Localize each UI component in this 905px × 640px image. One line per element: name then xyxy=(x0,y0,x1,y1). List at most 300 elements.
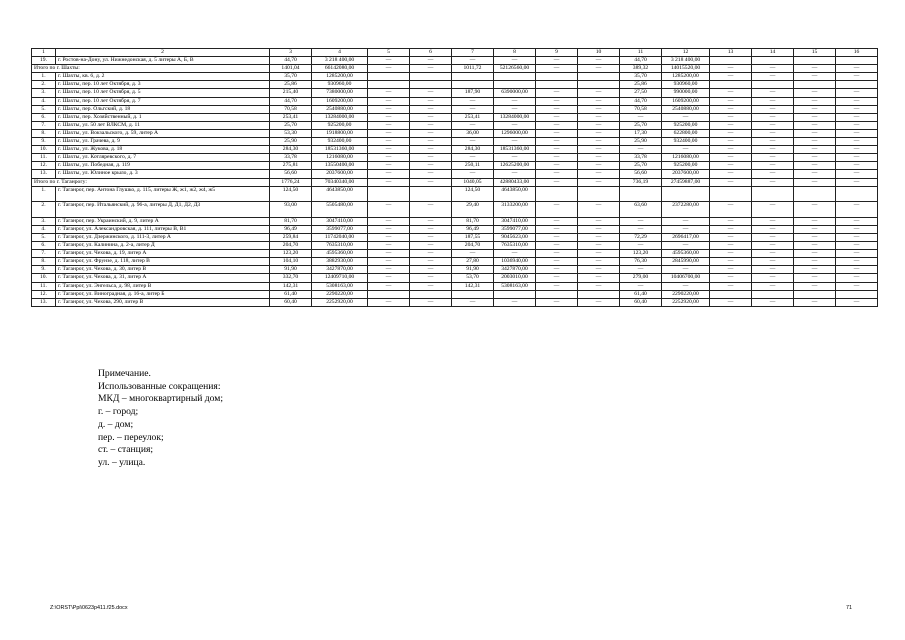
table-row xyxy=(32,186,878,202)
value-cell: — xyxy=(410,154,452,162)
value-cell: — xyxy=(836,113,878,121)
header-cell: 8 xyxy=(494,49,536,57)
value-cell: 215,40 xyxy=(270,89,312,97)
value-cell: — xyxy=(536,89,578,97)
value-cell xyxy=(452,290,494,298)
value-cell: — xyxy=(752,73,794,81)
row-number: 3. xyxy=(32,89,56,97)
value-cell: — xyxy=(578,129,620,137)
value-cell: — xyxy=(368,233,410,241)
notes-line: г. – город; xyxy=(98,406,139,418)
value-cell: 13284000,00 xyxy=(494,113,536,121)
value-cell: — xyxy=(752,105,794,113)
value-cell: — xyxy=(794,138,836,146)
value-cell: — xyxy=(410,258,452,266)
value-cell: 6390000,00 xyxy=(494,89,536,97)
address-cell: г. Шахты, ул. 50 лет ВЛКСМ, д. 11 xyxy=(56,121,270,129)
table-row xyxy=(32,73,878,81)
header-cell: 5 xyxy=(368,49,410,57)
value-cell: 1216080,00 xyxy=(312,154,368,162)
table-row xyxy=(32,298,878,306)
value-cell: 4643850,00 xyxy=(494,186,536,202)
row-number: 12. xyxy=(32,290,56,298)
address-cell: г. Шахты, пер. Ольгский, д. 18 xyxy=(56,105,270,113)
value-cell: 44,70 xyxy=(620,97,662,105)
value-cell: — xyxy=(368,202,410,218)
value-cell xyxy=(710,81,752,89)
row-number: 8. xyxy=(32,258,56,266)
value-cell xyxy=(536,186,578,202)
table-total-row xyxy=(32,65,878,73)
value-cell: 5308163,00 xyxy=(312,282,368,290)
address-cell: г. Шахты, ул. Котляревского, д. 7 xyxy=(56,154,270,162)
value-cell: — xyxy=(368,242,410,250)
value-cell: — xyxy=(410,217,452,225)
header-cell: 11 xyxy=(620,49,662,57)
address-cell: г. Таганрог, ул. Дзержинского, д. 111-3, литер А xyxy=(56,233,270,241)
header-cell: 1 xyxy=(32,49,56,57)
value-cell: — xyxy=(410,57,452,65)
value-cell: — xyxy=(794,282,836,290)
address-cell: г. Таганрог, ул. Фрунзе, д. 118, литер В xyxy=(56,258,270,266)
value-cell: — xyxy=(710,202,752,218)
row-number: 5. xyxy=(32,105,56,113)
value-cell: — xyxy=(836,266,878,274)
value-cell: — xyxy=(410,89,452,97)
row-number: 1. xyxy=(32,73,56,81)
value-cell: — xyxy=(536,202,578,218)
value-cell: — xyxy=(794,146,836,154)
value-cell: — xyxy=(836,162,878,170)
total-cell: — xyxy=(752,65,794,73)
header-cell: 12 xyxy=(662,49,710,57)
total-cell: — xyxy=(794,178,836,186)
value-cell: 2252920,00 xyxy=(662,298,710,306)
value-cell: — xyxy=(836,138,878,146)
footer-file-path: Z:\ORST\Ppi\0623p411.f25.docx xyxy=(50,605,128,611)
value-cell: 36,00 xyxy=(452,129,494,137)
value-cell xyxy=(752,57,794,65)
value-cell: 53,70 xyxy=(452,274,494,282)
table-row xyxy=(32,97,878,105)
value-cell: — xyxy=(536,105,578,113)
value-cell: — xyxy=(710,274,752,282)
value-cell: — xyxy=(794,113,836,121)
address-cell: г. Таганрог, ул. Виноградная, д. 16-а, литер Б xyxy=(56,290,270,298)
value-cell: — xyxy=(368,274,410,282)
footer-page-number: 71 xyxy=(846,605,852,611)
value-cell: 3599077,00 xyxy=(494,225,536,233)
value-cell: — xyxy=(578,298,620,306)
value-cell: — xyxy=(836,129,878,137)
value-cell: — xyxy=(710,242,752,250)
value-cell: — xyxy=(794,233,836,241)
value-cell: — xyxy=(836,105,878,113)
value-cell: — xyxy=(494,57,536,65)
value-cell xyxy=(836,186,878,202)
row-number: 13. xyxy=(32,170,56,178)
value-cell: — xyxy=(710,73,752,81)
total-cell: — xyxy=(710,65,752,73)
header-cell: 9 xyxy=(536,49,578,57)
value-cell: — xyxy=(410,282,452,290)
value-cell: 27,80 xyxy=(452,258,494,266)
value-cell xyxy=(452,81,494,89)
value-cell: — xyxy=(710,225,752,233)
value-cell: 925200,00 xyxy=(312,121,368,129)
total-cell: 14015520,00 xyxy=(662,65,710,73)
value-cell: 96,49 xyxy=(452,225,494,233)
value-cell: — xyxy=(368,138,410,146)
address-cell: г. Шахты, пер. 10 лет Октября, д. 5 xyxy=(56,89,270,97)
row-number: 2. xyxy=(32,81,56,89)
value-cell: — xyxy=(410,138,452,146)
value-cell: — xyxy=(710,154,752,162)
value-cell: — xyxy=(536,258,578,266)
value-cell: 25,86 xyxy=(270,81,312,89)
row-number: 7. xyxy=(32,121,56,129)
value-cell: 10406700,00 xyxy=(662,274,710,282)
value-cell: — xyxy=(368,121,410,129)
value-cell xyxy=(836,290,878,298)
value-cell: — xyxy=(578,146,620,154)
value-cell: — xyxy=(620,217,662,225)
value-cell: 25,70 xyxy=(270,121,312,129)
value-cell: 44,70 xyxy=(270,57,312,65)
value-cell: 332,70 xyxy=(270,274,312,282)
value-cell: — xyxy=(452,138,494,146)
value-cell: — xyxy=(836,233,878,241)
table-row xyxy=(32,170,878,178)
value-cell: 25,90 xyxy=(620,138,662,146)
address-cell: г. Шахты, ул. Грачева, д. 9 xyxy=(56,138,270,146)
address-cell: г. Шахты, пер. 10 лет Октября, д. 7 xyxy=(56,97,270,105)
value-cell: — xyxy=(410,170,452,178)
value-cell xyxy=(410,81,452,89)
value-cell: — xyxy=(836,73,878,81)
value-cell: 25,70 xyxy=(620,121,662,129)
value-cell: — xyxy=(410,242,452,250)
value-cell xyxy=(836,81,878,89)
value-cell: — xyxy=(410,162,452,170)
table-row xyxy=(32,290,878,298)
value-cell xyxy=(536,290,578,298)
value-cell: — xyxy=(752,282,794,290)
value-cell: — xyxy=(794,258,836,266)
row-number: 9. xyxy=(32,266,56,274)
row-number: 8. xyxy=(32,129,56,137)
value-cell: — xyxy=(578,242,620,250)
total-cell: 389,32 xyxy=(620,65,662,73)
value-cell: — xyxy=(794,121,836,129)
value-cell: — xyxy=(794,225,836,233)
value-cell: — xyxy=(368,57,410,65)
value-cell: 25,90 xyxy=(270,138,312,146)
value-cell: — xyxy=(662,225,710,233)
value-cell: — xyxy=(794,89,836,97)
total-label: Итого по г. Таганрогу: xyxy=(32,178,270,186)
table-row xyxy=(32,233,878,241)
table-row xyxy=(32,162,878,170)
value-cell xyxy=(794,81,836,89)
value-cell: 35,70 xyxy=(620,73,662,81)
value-cell: — xyxy=(662,146,710,154)
value-cell: 2372280,00 xyxy=(662,202,710,218)
value-cell: 70,58 xyxy=(270,105,312,113)
total-cell: 1040,05 xyxy=(452,178,494,186)
value-cell: — xyxy=(578,250,620,258)
value-cell: 275,81 xyxy=(270,162,312,170)
value-cell: 25,70 xyxy=(620,162,662,170)
value-cell: 9045623,00 xyxy=(494,233,536,241)
value-cell: 2290220,00 xyxy=(312,290,368,298)
row-number: 2. xyxy=(32,202,56,218)
value-cell: — xyxy=(836,121,878,129)
value-cell: — xyxy=(794,274,836,282)
value-cell: — xyxy=(752,89,794,97)
row-number: 4. xyxy=(32,225,56,233)
value-cell: — xyxy=(536,138,578,146)
address-cell: г. Шахты, ул. Победная, д. 119 xyxy=(56,162,270,170)
value-cell: 3599077,00 xyxy=(312,225,368,233)
address-cell: г. Ростов-на-Дону, ул. Нижнедонская, д. 5 литеры А, Б, В xyxy=(56,57,270,65)
notes-section xyxy=(98,368,223,470)
value-cell: — xyxy=(794,129,836,137)
value-cell: 1609200,00 xyxy=(312,97,368,105)
value-cell: — xyxy=(836,225,878,233)
value-cell: — xyxy=(794,298,836,306)
value-cell: 53,30 xyxy=(270,129,312,137)
value-cell xyxy=(794,290,836,298)
row-number: 4. xyxy=(32,97,56,105)
value-cell: — xyxy=(410,113,452,121)
value-cell: 142,31 xyxy=(270,282,312,290)
value-cell: — xyxy=(794,170,836,178)
total-cell: — xyxy=(578,178,620,186)
value-cell: — xyxy=(752,266,794,274)
value-cell: 3 218 400,00 xyxy=(312,57,368,65)
value-cell: — xyxy=(410,225,452,233)
value-cell: — xyxy=(536,97,578,105)
value-cell: — xyxy=(536,129,578,137)
total-cell: — xyxy=(368,65,410,73)
value-cell: — xyxy=(710,105,752,113)
value-cell: — xyxy=(410,298,452,306)
value-cell: — xyxy=(710,97,752,105)
value-cell: — xyxy=(752,146,794,154)
value-cell: — xyxy=(752,170,794,178)
value-cell: — xyxy=(368,298,410,306)
address-cell: г. Шахты, пер. Хозяйственный, д. 1 xyxy=(56,113,270,121)
address-cell: г. Таганрог, ул. Александровская, д. 111, литеры В, В1 xyxy=(56,225,270,233)
value-cell: 104,10 xyxy=(270,258,312,266)
address-cell: г. Таганрог, пер. Украинский, д. 9, литер А xyxy=(56,217,270,225)
value-cell: 142,31 xyxy=(452,282,494,290)
value-cell: 63,60 xyxy=(620,202,662,218)
address-cell: г. Шахты, ул. Юлиное крыло, д. 3 xyxy=(56,170,270,178)
header-cell: 13 xyxy=(710,49,752,57)
value-cell xyxy=(494,73,536,81)
value-cell xyxy=(836,57,878,65)
value-cell: 61,40 xyxy=(620,290,662,298)
value-cell: 284,30 xyxy=(452,146,494,154)
value-cell: 7635310,00 xyxy=(312,242,368,250)
value-cell: — xyxy=(410,233,452,241)
header-cell: 2 xyxy=(56,49,270,57)
value-cell: — xyxy=(836,202,878,218)
value-cell: — xyxy=(368,113,410,121)
value-cell: — xyxy=(794,202,836,218)
value-cell: — xyxy=(710,282,752,290)
value-cell: 930960,00 xyxy=(312,81,368,89)
value-cell: 7635310,00 xyxy=(494,242,536,250)
total-cell: — xyxy=(836,178,878,186)
total-cell: — xyxy=(710,178,752,186)
value-cell xyxy=(368,290,410,298)
table-row xyxy=(32,138,878,146)
value-cell: 60,40 xyxy=(620,298,662,306)
value-cell: — xyxy=(452,105,494,113)
value-cell xyxy=(536,73,578,81)
value-cell: 932400,00 xyxy=(312,138,368,146)
data-table xyxy=(31,48,878,307)
value-cell: 60,40 xyxy=(270,298,312,306)
value-cell: — xyxy=(794,266,836,274)
value-cell: 7380000,00 xyxy=(312,89,368,97)
address-cell: г. Таганрог, ул. Чехова, 290, литер В xyxy=(56,298,270,306)
value-cell: — xyxy=(836,298,878,306)
value-cell: 124,50 xyxy=(452,186,494,202)
table-row xyxy=(32,146,878,154)
value-cell: — xyxy=(794,217,836,225)
value-cell: — xyxy=(494,170,536,178)
notes-line: Использованные сокращения: xyxy=(98,380,221,392)
value-cell: — xyxy=(494,121,536,129)
value-cell: 11742040,00 xyxy=(312,233,368,241)
value-cell: — xyxy=(752,162,794,170)
value-cell: — xyxy=(752,129,794,137)
value-cell: 187,90 xyxy=(452,89,494,97)
value-cell: 33,78 xyxy=(620,154,662,162)
value-cell: — xyxy=(578,89,620,97)
value-cell: 17,30 xyxy=(620,129,662,137)
value-cell xyxy=(410,186,452,202)
value-cell xyxy=(410,73,452,81)
value-cell: — xyxy=(410,146,452,154)
value-cell: 622800,00 xyxy=(662,129,710,137)
value-cell: — xyxy=(410,97,452,105)
value-cell: — xyxy=(410,250,452,258)
value-cell: 1216080,00 xyxy=(662,154,710,162)
value-cell: — xyxy=(752,121,794,129)
value-cell: 56,60 xyxy=(270,170,312,178)
value-cell: — xyxy=(752,217,794,225)
value-cell: — xyxy=(368,217,410,225)
value-cell: — xyxy=(410,105,452,113)
value-cell: — xyxy=(794,250,836,258)
value-cell: — xyxy=(794,154,836,162)
table-row xyxy=(32,129,878,137)
value-cell: — xyxy=(410,202,452,218)
table-row xyxy=(32,105,878,113)
row-number: 19. xyxy=(32,57,56,65)
value-cell: 204,70 xyxy=(270,242,312,250)
value-cell: — xyxy=(494,250,536,258)
value-cell: — xyxy=(368,282,410,290)
value-cell: 253,41 xyxy=(270,113,312,121)
table-row xyxy=(32,154,878,162)
row-number: 13. xyxy=(32,298,56,306)
value-cell: — xyxy=(752,242,794,250)
value-cell: — xyxy=(536,242,578,250)
table-row xyxy=(32,57,878,65)
value-cell: 187,55 xyxy=(452,233,494,241)
value-cell xyxy=(494,81,536,89)
value-cell: — xyxy=(578,97,620,105)
total-cell: 52126560,00 xyxy=(494,65,536,73)
value-cell xyxy=(752,290,794,298)
total-cell: 70340340,00 xyxy=(312,178,368,186)
value-cell: — xyxy=(368,250,410,258)
value-cell: — xyxy=(794,242,836,250)
value-cell: 2037600,00 xyxy=(662,170,710,178)
value-cell: 27,50 xyxy=(620,89,662,97)
value-cell: — xyxy=(494,105,536,113)
value-cell: — xyxy=(578,162,620,170)
value-cell: 12409710,00 xyxy=(312,274,368,282)
value-cell: 18531360,00 xyxy=(312,146,368,154)
total-cell: — xyxy=(536,178,578,186)
value-cell: 3882930,00 xyxy=(312,258,368,266)
value-cell: — xyxy=(662,266,710,274)
value-cell: 123,20 xyxy=(620,250,662,258)
value-cell: 990000,00 xyxy=(662,89,710,97)
notes-line: д. – дом; xyxy=(98,418,134,430)
address-cell: г. Шахты, пер. 10 лет Октября, д. 3 xyxy=(56,81,270,89)
value-cell: — xyxy=(836,274,878,282)
address-cell: г. Таганрог, пер. Антона Глушко, д. 115, литеры Ж, ж1, ж2, ж4, ж5 xyxy=(56,186,270,202)
value-cell: — xyxy=(536,250,578,258)
value-cell: — xyxy=(536,282,578,290)
value-cell: — xyxy=(368,89,410,97)
value-cell: — xyxy=(578,225,620,233)
table-row xyxy=(32,242,878,250)
table-row xyxy=(32,81,878,89)
value-cell: 925200,00 xyxy=(662,162,710,170)
value-cell: 925200,00 xyxy=(662,121,710,129)
total-cell: — xyxy=(536,65,578,73)
value-cell: — xyxy=(578,258,620,266)
value-cell: — xyxy=(494,138,536,146)
value-cell: — xyxy=(836,154,878,162)
table-row xyxy=(32,274,878,282)
header-cell: 7 xyxy=(452,49,494,57)
value-cell: — xyxy=(536,154,578,162)
value-cell: 4595360,00 xyxy=(312,250,368,258)
value-cell: — xyxy=(620,225,662,233)
table-row xyxy=(32,258,878,266)
total-cell: 1011,72 xyxy=(452,65,494,73)
total-cell: — xyxy=(836,65,878,73)
table-row xyxy=(32,266,878,274)
value-cell: 1285200,00 xyxy=(662,73,710,81)
row-number: 10. xyxy=(32,146,56,154)
address-cell: г. Таганрог, пер. Итальянский, д. 96-а, литеры Д, Д1, Д2, Д3 xyxy=(56,202,270,218)
value-cell xyxy=(578,81,620,89)
value-cell xyxy=(662,186,710,202)
total-cell: — xyxy=(752,178,794,186)
value-cell: — xyxy=(710,138,752,146)
